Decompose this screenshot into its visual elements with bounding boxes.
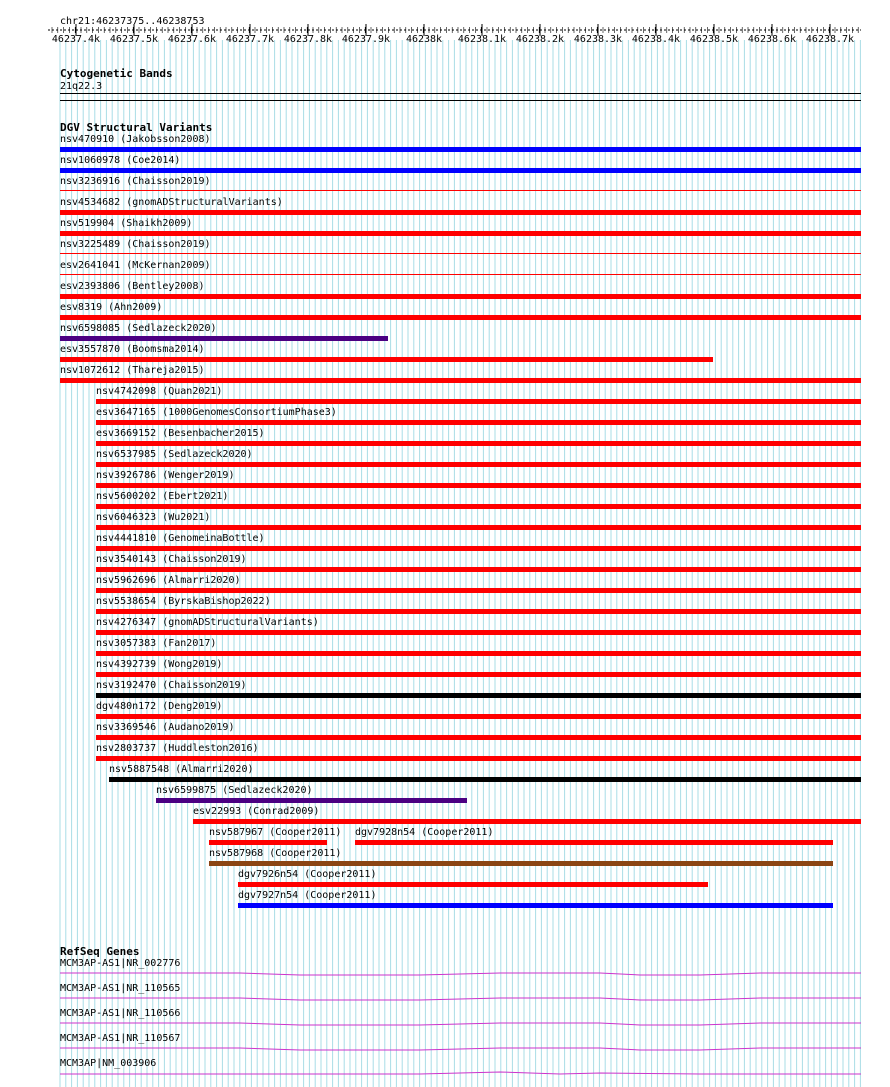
ruler-tick-label: 46238.3k <box>573 34 623 45</box>
dgv-feature-bar[interactable] <box>193 819 861 824</box>
dgv-feature-bar[interactable] <box>355 840 833 845</box>
ruler-tick-label: 46238.2k <box>515 34 565 45</box>
dgv-feature-bar[interactable] <box>96 672 861 677</box>
ruler-tick-label: 46238.4k <box>631 34 681 45</box>
dgv-feature-bar[interactable] <box>109 777 861 782</box>
dgv-feature-bar[interactable] <box>96 693 861 698</box>
dgv-feature-label[interactable]: nsv2803737 (Huddleston2016) <box>96 743 259 754</box>
dgv-feature-label[interactable]: esv3647165 (1000GenomesConsortiumPhase3) <box>96 407 337 418</box>
dgv-feature-bar[interactable] <box>209 840 327 845</box>
dgv-feature-label[interactable]: esv22993 (Conrad2009) <box>193 806 320 817</box>
dgv-feature-label[interactable]: nsv4534682 (gnomADStructuralVariants) <box>60 197 283 208</box>
dgv-feature-label[interactable]: nsv5962696 (Almarri2020) <box>96 575 241 586</box>
cytoband-line[interactable] <box>60 93 861 94</box>
dgv-feature-label[interactable]: nsv470910 (Jakobsson2008) <box>60 134 211 145</box>
dgv-feature-label[interactable]: nsv3926786 (Wenger2019) <box>96 470 235 481</box>
dgv-feature-label[interactable]: nsv6598085 (Sedlazeck2020) <box>60 323 217 334</box>
dgv-feature-bar[interactable] <box>96 483 861 488</box>
dgv-feature-label[interactable]: nsv4742098 (Quan2021) <box>96 386 223 397</box>
dgv-feature-bar[interactable] <box>96 546 861 551</box>
dgv-feature-label[interactable]: nsv4441810 (GenomeinaBottle) <box>96 533 265 544</box>
dgv-feature-label[interactable]: nsv1060978 (Coe2014) <box>60 155 181 166</box>
ruler-tick-label: 46238k <box>405 34 443 45</box>
cytoband-label[interactable]: 21q22.3 <box>60 81 103 92</box>
dgv-feature-label[interactable]: esv2393806 (Bentley2008) <box>60 281 205 292</box>
ruler-tick-label: 46237.6k <box>167 34 217 45</box>
dgv-feature-label[interactable]: nsv587967 (Cooper2011) <box>209 827 342 838</box>
cytobands-track-title[interactable]: Cytogenetic Bands <box>60 67 173 80</box>
dgv-feature-bar[interactable] <box>238 903 833 908</box>
region-label: chr21:46237375..46238753 <box>60 16 205 27</box>
dgv-feature-bar[interactable] <box>96 420 861 425</box>
dgv-feature-bar[interactable] <box>96 630 861 635</box>
dgv-feature-bar[interactable] <box>96 504 861 509</box>
dgv-feature-bar[interactable] <box>60 147 861 152</box>
dgv-feature-label[interactable]: nsv5887548 (Almarri2020) <box>109 764 254 775</box>
dgv-feature-label[interactable]: nsv3225489 (Chaisson2019) <box>60 239 211 250</box>
dgv-feature-bar[interactable] <box>60 315 861 320</box>
dgv-feature-label[interactable]: nsv6046323 (Wu2021) <box>96 512 211 523</box>
ruler-tick-label: 46237.7k <box>225 34 275 45</box>
ruler-tick-label: 46237.5k <box>109 34 159 45</box>
dgv-feature-bar[interactable] <box>60 190 861 191</box>
ruler-tick-label: 46238.1k <box>457 34 507 45</box>
refseq-gene-label[interactable]: MCM3AP-AS1|NR_110567 <box>60 1033 181 1044</box>
dgv-feature-label[interactable]: esv3557870 (Boomsma2014) <box>60 344 205 355</box>
dgv-feature-label[interactable]: nsv3236916 (Chaisson2019) <box>60 176 211 187</box>
ruler-tick-label: 46238.6k <box>747 34 797 45</box>
dgv-track-title[interactable]: DGV Structural Variants <box>60 121 213 134</box>
dgv-feature-label[interactable]: esv2641041 (McKernan2009) <box>60 260 211 271</box>
dgv-feature-bar[interactable] <box>209 861 833 866</box>
dgv-feature-label[interactable]: nsv1072612 (Thareja2015) <box>60 365 205 376</box>
dgv-feature-label[interactable]: nsv3540143 (Chaisson2019) <box>96 554 247 565</box>
dgv-feature-bar[interactable] <box>96 714 861 719</box>
dgv-feature-bar[interactable] <box>96 399 861 404</box>
dgv-feature-bar[interactable] <box>96 756 861 761</box>
dgv-feature-label[interactable]: nsv3057383 (Fan2017) <box>96 638 217 649</box>
dgv-feature-bar[interactable] <box>96 567 861 572</box>
dgv-feature-label[interactable]: nsv5600202 (Ebert2021) <box>96 491 229 502</box>
refseq-gene-label[interactable]: MCM3AP-AS1|NR_110566 <box>60 1008 181 1019</box>
refseq-gene-label[interactable]: MCM3AP|NM_003906 <box>60 1058 157 1069</box>
dgv-feature-bar[interactable] <box>96 735 861 740</box>
dgv-feature-bar[interactable] <box>60 210 861 215</box>
ruler-tick-label: 46237.9k <box>341 34 391 45</box>
dgv-feature-label[interactable]: nsv3369546 (Audano2019) <box>96 722 235 733</box>
dgv-feature-bar[interactable] <box>96 651 861 656</box>
dgv-feature-label[interactable]: nsv519904 (Shaikh2009) <box>60 218 193 229</box>
track-separator <box>60 100 861 101</box>
dgv-feature-label[interactable]: dgv7926n54 (Cooper2011) <box>238 869 377 880</box>
dgv-feature-label[interactable]: esv3669152 (Besenbacher2015) <box>96 428 265 439</box>
refseq-gene-label[interactable]: MCM3AP-AS1|NR_002776 <box>60 958 181 969</box>
dgv-feature-bar[interactable] <box>96 609 861 614</box>
dgv-feature-label[interactable]: nsv5538654 (ByrskaBishop2022) <box>96 596 271 607</box>
ruler-tick-label: 46237.4k <box>51 34 101 45</box>
refseq-gene-model[interactable] <box>0 1070 890 1080</box>
dgv-feature-bar[interactable] <box>60 168 861 173</box>
dgv-feature-bar[interactable] <box>60 336 388 341</box>
dgv-feature-label[interactable]: dgv480n172 (Deng2019) <box>96 701 223 712</box>
dgv-feature-label[interactable]: nsv3192470 (Chaisson2019) <box>96 680 247 691</box>
ruler-tick-label: 46237.8k <box>283 34 333 45</box>
dgv-feature-bar[interactable] <box>60 378 861 383</box>
refseq-gene-model[interactable] <box>0 970 890 980</box>
dgv-feature-label[interactable]: nsv4276347 (gnomADStructuralVariants) <box>96 617 319 628</box>
refseq-gene-model[interactable] <box>0 1045 890 1055</box>
dgv-feature-bar[interactable] <box>96 525 861 530</box>
dgv-feature-label[interactable]: nsv6537985 (Sedlazeck2020) <box>96 449 253 460</box>
dgv-feature-label[interactable]: nsv4392739 (Wong2019) <box>96 659 223 670</box>
dgv-feature-bar[interactable] <box>96 462 861 467</box>
refseq-gene-model[interactable] <box>0 1020 890 1030</box>
dgv-feature-bar[interactable] <box>96 441 861 446</box>
dgv-feature-bar[interactable] <box>60 357 713 362</box>
refseq-gene-label[interactable]: MCM3AP-AS1|NR_110565 <box>60 983 181 994</box>
dgv-feature-label[interactable]: dgv7928n54 (Cooper2011) <box>355 827 494 838</box>
dgv-feature-label[interactable]: dgv7927n54 (Cooper2011) <box>238 890 377 901</box>
dgv-feature-bar[interactable] <box>60 231 861 236</box>
dgv-feature-bar[interactable] <box>60 274 861 275</box>
dgv-feature-bar[interactable] <box>96 588 861 593</box>
ruler-tick-label: 46238.5k <box>689 34 739 45</box>
refseq-gene-model[interactable] <box>0 995 890 1005</box>
refseq-track-title[interactable]: RefSeq Genes <box>60 945 140 958</box>
dgv-feature-label[interactable]: esv8319 (Ahn2009) <box>60 302 163 313</box>
ruler-tick-label: 46238.7k <box>805 34 855 45</box>
dgv-feature-bar[interactable] <box>156 798 467 803</box>
dgv-feature-label[interactable]: nsv587968 (Cooper2011) <box>209 848 342 859</box>
dgv-feature-label[interactable]: nsv6599875 (Sedlazeck2020) <box>156 785 313 796</box>
dgv-feature-bar[interactable] <box>238 882 708 887</box>
dgv-feature-bar[interactable] <box>60 294 861 299</box>
dgv-feature-bar[interactable] <box>60 253 861 254</box>
